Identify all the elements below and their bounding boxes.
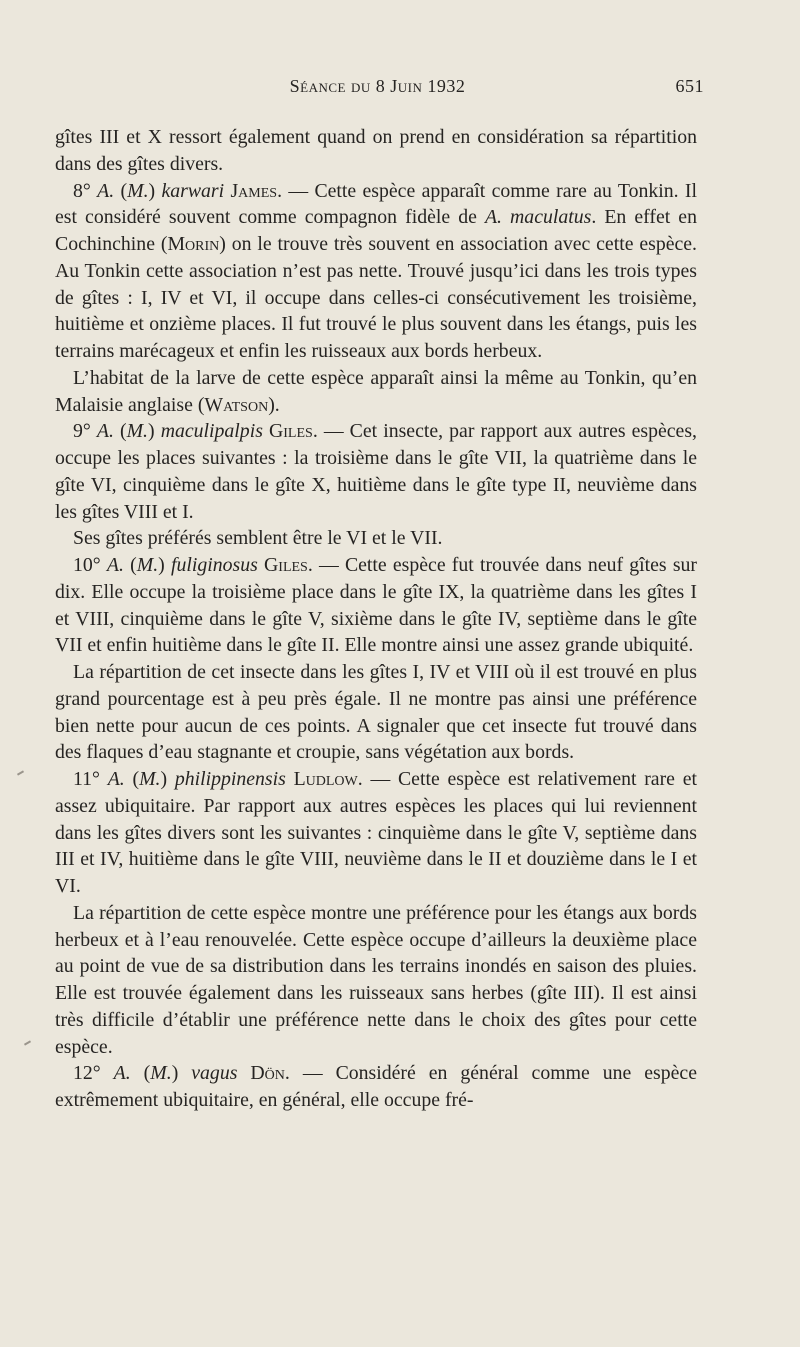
paragraph [55,766,697,900]
text-run: 8° [73,179,98,202]
paragraph [55,525,697,552]
text-run: La répartition de cet insecte dans les gîtes I, IV et VIII où il est trouvé en plus grand pourcentage est à peu près égale. Il ne montre pas ainsi une préférence bien nette pour aucun de ces points. A signaler que cet insecte fut trouvé dans des flaques d’eau stagnante et croupie, sans végétation aux bords. [55,661,697,764]
text-run: . En effet en Cochinchine ( [55,206,697,255]
paragraph [55,418,697,525]
text-run: 11° [73,768,108,790]
italic-run: A. maculatus [484,206,592,229]
margin-mark [24,1040,31,1045]
text-run: Ses gîtes préférés semblent être le VI et le VII. [73,527,443,550]
text-run: . — Cette espèce apparaît comme rare au Tonkin. Il est considéré souvent comme compagnon fidèle de [55,179,697,229]
text-run: ( [114,179,128,202]
italic-run: M. [150,1062,172,1085]
text-run: . — Cette espèce fut trouvée dans neuf gîtes sur dix. Elle occupe la troisième place dans le gîte IX, la quatrième dans les gîtes I et VIII, cinquième dans le gîte V, sixième dans le gîte IV, septième dans le gîte VII et enfin huitième dans le gîte II. Elle montre ainsi une assez grande ubiquité. [55,554,698,657]
paragraph [55,178,697,365]
italic-run: M. [126,420,149,443]
text-run: ( [124,768,140,790]
paragraph [55,124,697,178]
text-run: . — Cet insecte, par rapport aux autres espèces, occupe les places suivantes : la troisième dans le gîte VII, la quatrième dans le gîte VI, cinquième dans le gîte X, huitième dans le gîte type II, neuvième dans les gîtes VIII et I. [55,420,697,523]
text-run: ) [158,554,171,576]
text-run: . — Considéré en général comme une espèce extrêmement ubiquitaire, en général, elle occupe fré- [55,1062,697,1111]
italic-run: maculipalpis [160,420,263,443]
italic-run: A. [113,1062,131,1085]
paragraph [55,659,697,766]
running-title: Séance du 8 Juin 1932 [289,76,466,96]
italic-run: M. [127,179,149,202]
italic-run: vagus [191,1062,238,1085]
page-header [55,76,704,100]
text-run: ) [148,179,162,202]
text-run: L’habitat de la larve de cette espèce apparaît ainsi la même au Tonkin, qu’en Malaisie anglaise ( [55,366,697,416]
author-name: James [230,179,278,202]
italic-run: A. [106,554,124,576]
italic-run: A. [96,420,114,443]
author-name: Morin [167,233,220,255]
text-run: 9° [73,420,97,443]
body-text [55,124,697,1114]
author-name: Watson [204,393,269,416]
text-run [237,1062,250,1084]
text-run: ) on le trouve très souvent en association avec cette espèce. Au Tonkin cette association n’est pas nette. Trouvé jusqu’ici dans les trois types de gîtes : I, IV et VI, il occupe dans celles-ci consécutivement les troisième, huitième et onzième places. Il fut trouvé le plus souvent dans les étangs, puis les terrains marécageux et enfin les ruisseaux aux bords herbeux. [55,233,697,362]
author-name: Dön [250,1062,285,1085]
text-run: ) [171,1062,192,1085]
text-run: ). [268,393,280,416]
italic-run: A. [107,768,125,790]
text-run: La répartition de cette espèce montre une préférence pour les étangs aux bords herbeux et à l’eau renouvelée. Cette espèce occupe d’ailleurs la deuxième place au point de vue de sa distribution dans les terrains inondés en saison des pluies. Elle est trouvée également dans les ruisseaux sans herbes (gîte III). Il est ainsi très difficile d’établir une préférence nette dans le choix des gîtes pour cette espèce. [55,901,697,1058]
italic-run: M. [136,554,159,576]
text-run: 10° [73,554,107,576]
italic-run: fuliginosus [170,554,258,576]
italic-run: philippinensis [174,768,286,790]
page-number: 651 [675,76,704,96]
author-name: Giles [264,554,308,576]
text-run: ) [160,768,175,790]
text-run: ( [113,420,127,443]
text-run [286,768,294,790]
author-name: Ludlow [293,768,358,790]
italic-run: karwari [161,179,225,202]
text-run: ( [123,554,137,576]
margin-mark [17,770,24,775]
paragraph [55,900,697,1061]
paragraph [55,1060,697,1114]
text-run: ( [130,1062,151,1085]
author-name: Giles [268,420,313,443]
text-run: 12° [73,1062,114,1085]
italic-run: A. [97,179,115,202]
text-run: ) [148,420,161,443]
text-run: . — Cette espèce est relativement rare et assez ubiquitaire. Par rapport aux autres espèces les places qui lui reviennent dans les gîtes divers sont les suivantes : cinquième dans le gîte V, septième dans III et IV, huitième dans le gîte VIII, neuvième dans le II et douzième dans le I et VI. [55,768,697,897]
paragraph [55,552,697,659]
text-run: gîtes III et X ressort également quand on prend en considération sa répartition dans des gîtes divers. [55,126,697,175]
italic-run: M. [139,768,161,790]
paragraph [55,365,697,419]
